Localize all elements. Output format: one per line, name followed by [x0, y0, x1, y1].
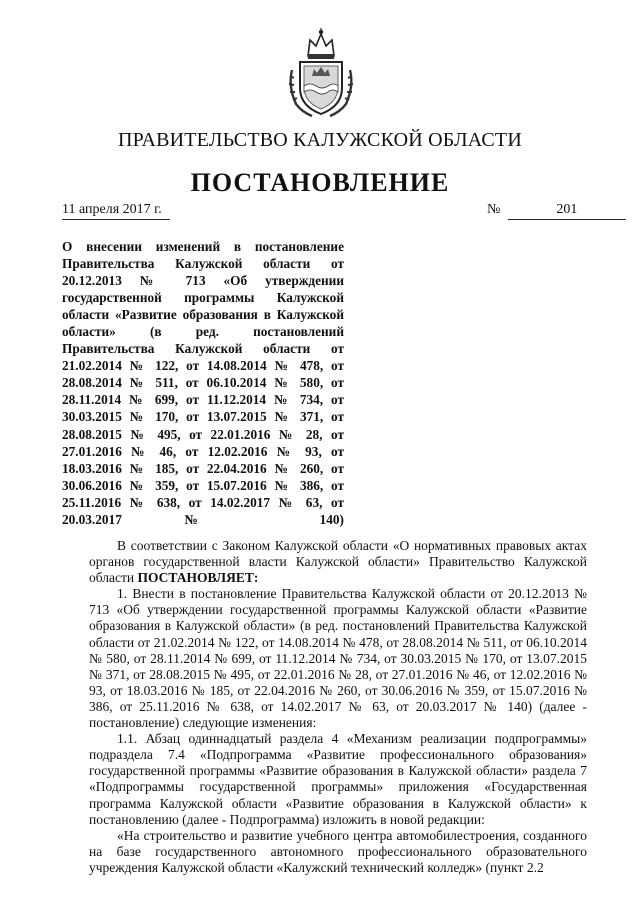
document-subject: О внесении изменений в постановление Правительства Калужской области от 20.12.2013 № 713 «Об утверждении государственной программы Калужской области «Развитие образования в Калужской области» (в ред. постановлений Правительства Калужской области от 21.02.2014 № 122, от 14.08.2014 № 478, от 28.08.2014 № 511, от 06.10.2014 № 580, от 28.11.2014 № 699, от 11.12.2014 № 734, от 30.03.2015 № 170, от 13.07.2015 № 371, от 28.08.2015 № 495, от 22.01.2016 № 28, от 27.01.2016 № 46, от 12.02.2016 № 93, от 18.03.2016 № 185, от 22.04.2016 № 260, от 30.06.2016 № 359, от 15.07.2016 № 386, от 25.11.2016 № 638, от 14.02.2017 № 63, от 20.03.2017 № 140) — [62, 239, 344, 527]
organization-title: ПРАВИТЕЛЬСТВО КАЛУЖСКОЙ ОБЛАСТИ — [118, 129, 522, 151]
preamble-paragraph — [89, 538, 587, 586]
document-body — [89, 538, 587, 876]
quote-paragraph: «На строительство и развитие учебного центра автомобилестроения, созданного на базе государственного автономного профессионального образовательного учреждения Калужской области «Калужский технический колледж» (пункт 2.2 — [89, 827, 587, 875]
document-date: 11 апреля 2017 г. — [62, 202, 170, 220]
number-label: № — [487, 202, 501, 217]
document-type-heading: ПОСТАНОВЛЕНИЕ — [190, 168, 450, 197]
coat-of-arms-emblem — [286, 26, 356, 118]
item-1-paragraph: 1. Внести в постановление Правительства Калужской области от 20.12.2013 № 713 «Об утверждении государственной программы Калужской области «Развитие образования в Калужской области» (в ред. постановлений Правительства Калужской области от 21.02.2014 № 122, от 14.08.2014 № 478, от 28.08.2014 № 511, от 06.10.2014 № 580, от 28.11.2014 № 699, от 11.12.2014 № 734, от 30.03.2015 № 170, от 13.07.2015 № 371, от 28.08.2015 № 495, от 22.01.2016 № 28, от 27.01.2016 № 46, от 12.02.2016 № 93, от 18.03.2016 № 185, от 22.04.2016 № 260, от 30.06.2016 № 359, от 15.07.2016 № 386, от 25.11.2016 № 638, от 14.02.2017 № 63, от 20.03.2017 № 140) (далее - постановление) следующие изменения: — [89, 586, 587, 731]
document-number — [487, 202, 626, 220]
number-value: 201 — [508, 202, 626, 220]
preamble-text: В соответствии с Законом Калужской области «О нормативных правовых актах органов государственной власти Калужской области» Правительство Калужской области — [89, 538, 587, 586]
resolves-word: ПОСТАНОВЛЯЕТ: — [137, 570, 259, 586]
item-1-1-paragraph: 1.1. Абзац одиннадцатый раздела 4 «Механизм реализации подпрограммы» подраздела 7.4 «Подпрограмма «Развитие профессионального образования» государственной программы «Развитие образования в Калужской области» раздела 7 «Подпрограммы государственной программы» приложения «Государственная программа Калужской области «Развитие образования в Калужской области» к постановлению (далее - Подпрограмма) изложить в новой редакции: — [89, 731, 587, 827]
